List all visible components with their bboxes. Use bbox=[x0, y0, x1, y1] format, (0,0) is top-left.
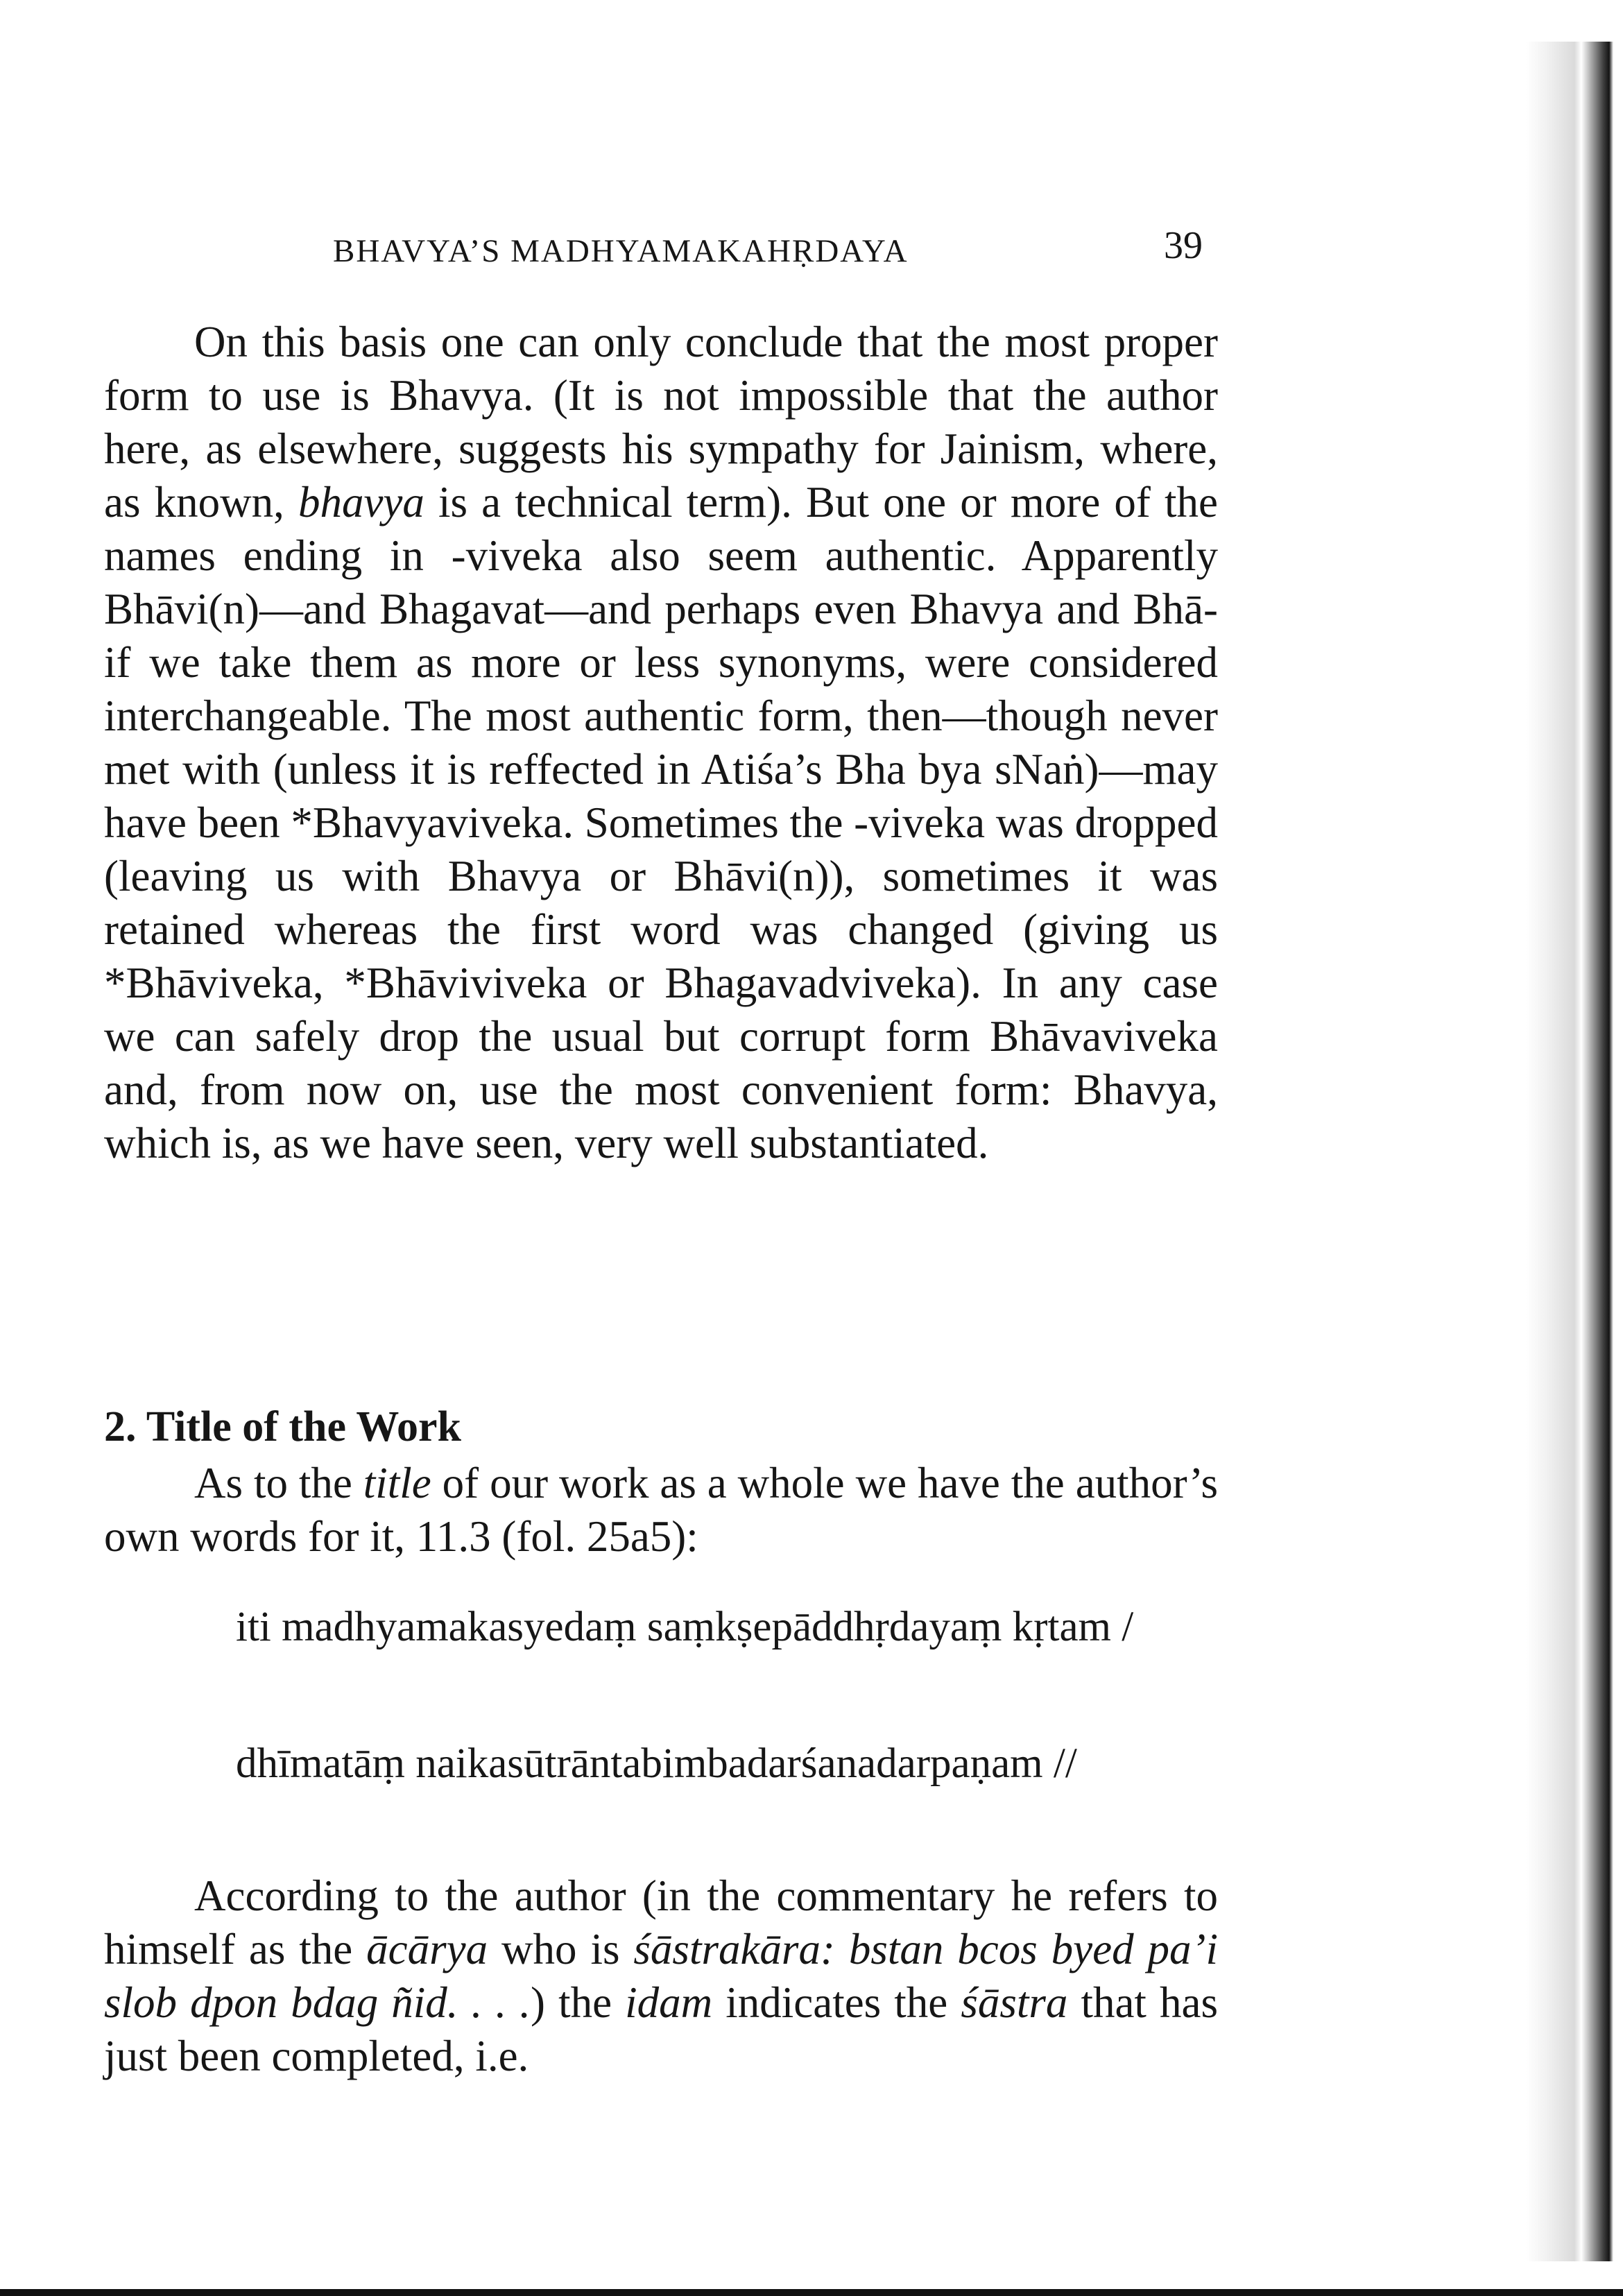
paragraph-2: As to the title of our work as a whole we have the author’s own words for it, 11.3 (fol. 25a5): bbox=[104, 1459, 1218, 1561]
verse-line-1: iti madhyamakasyedaṃ saṃkṣepāddhṛdayaṃ kṛtam / bbox=[236, 1604, 1134, 1650]
verse-line-2: dhīmatāṃ naikasūtrāntabimbadarśanadarpaṇam // bbox=[236, 1740, 1077, 1787]
running-title: BHAVYA’S MADHYAMAKAHṚDAYA bbox=[333, 233, 909, 269]
binding-edge bbox=[1526, 42, 1623, 2261]
bottom-rule bbox=[0, 2289, 1623, 2296]
page-number: 39 bbox=[1164, 224, 1203, 267]
section-heading: 2. Title of the Work bbox=[104, 1403, 461, 1450]
paragraph-1: On this basis one can only conclude that the most proper form to use is Bhavya. (It is not impossible that the author here, as elsewhere, suggests his sympathy for Jainism, where, as known, bhavya is a technical term). But one or more of the names ending in -viveka also seem authentic. Apparently Bhāvi(n)—and Bhagavat—and perhaps even Bhavya and Bhā- if we take them as more or less synonyms, were considered interchangeable. The most authentic form, then—though never met with (unless it is reffected in Atiśa’s Bha bya sNaṅ)—may have been *Bhavyaviveka. Sometimes the -viveka was dropped (leaving us with Bhavya or Bhāvi(n)), sometimes it was retained whereas the first word was changed (giving us *Bhāviveka, *Bhāviviveka or Bhagavadviveka). In any case we can safely drop the usual but corrupt form Bhāvaviveka and, from now on, use the most convenient form: Bhavya, which is, as we have seen, very well substantiated. bbox=[104, 318, 1219, 1167]
paragraph-3: According to the author (in the commentary he refers to himself as the ācārya who is śāstrakāra: bstan bcos byed pa’i slob dpon bdag ñid. . . .) the idam indicates the śāstra that has just been completed, i.e. bbox=[104, 1871, 1218, 2080]
